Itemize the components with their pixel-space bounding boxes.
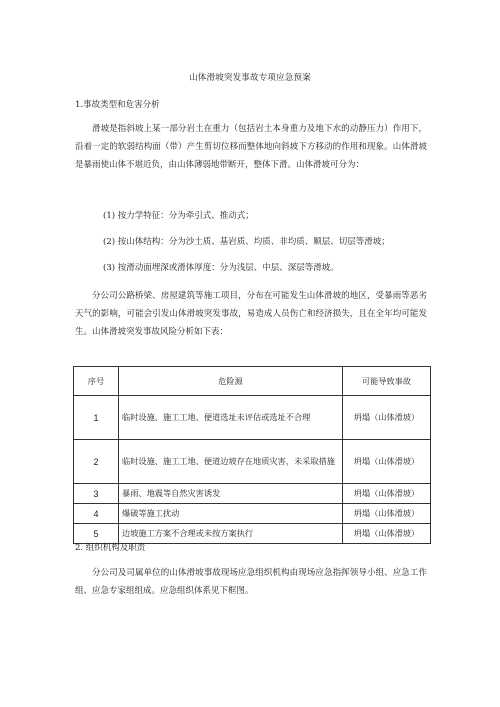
- document-title: 山体滑坡突发事故专项应急预案: [189, 73, 311, 83]
- row-hazard: 临时设施、施工工地、便道边坡存在地质灾害，未采取措施: [119, 440, 343, 484]
- row-result: 坍塌（山体滑坡）: [343, 504, 431, 524]
- intro-paragraph: 滑坡是指斜坡上某一部分岩土在重力（包括岩土本身重力及地下水的动静压力）作用下，沿着一定的软弱结构面（带）产生剪切位移而整体地向斜坡下方移动的作用和现象。山体滑坡是暴雨使山体不堪近负，由山体薄弱地带断开，整体下滑。山体滑坡可分为：: [75, 124, 427, 170]
- classification-item-1: (1) 按力学特征：分为牵引式、推动式；: [103, 211, 254, 221]
- risk-paragraph: 分公司公路桥梁、房屋建筑等施工项目，分布在可能发生山体滑坡的地区，受暴雨等恶劣天气的影响，可能会引发山体滑坡突发事故，易造成人员伤亡和经济损失，且在全年均可能发生。山体滑坡突发事故风险分析如下表：: [75, 291, 427, 337]
- row-result: 坍塌（山体滑坡）: [343, 484, 431, 504]
- header-possible-accident: 可能导致事故: [343, 367, 431, 396]
- row-number: 1: [74, 396, 119, 440]
- row-hazard: 临时设施、施工工地、便道选址未评估或选址不合理: [119, 396, 343, 440]
- table-row: [74, 484, 431, 504]
- classification-item-3: (3) 按滑动面埋深或滑体厚度：分为浅层、中层、深层等滑坡。: [103, 263, 339, 273]
- row-number: 4: [74, 504, 119, 524]
- table-row: [74, 396, 431, 440]
- classification-item-2: (2) 按山体结构：分为沙土质、基岩质、均质、非均质、顺层、切层等滑坡；: [103, 237, 390, 247]
- row-hazard: 边坡施工方案不合理或未按方案执行: [119, 524, 343, 544]
- header-number: 序号: [74, 367, 119, 396]
- section-2-heading: 2. 组织机构及职责: [75, 543, 146, 553]
- organization-paragraph: 分公司及司属单位的山体滑坡事故现场应急组织机构由现场应急指挥领导小组、应急工作组、应急专家组组成。应急组织体系见下框图。: [75, 568, 427, 596]
- row-number: 5: [74, 524, 119, 544]
- row-result: 坍塌（山体滑坡）: [343, 440, 431, 484]
- row-hazard: 爆破等施工扰动: [119, 504, 343, 524]
- row-result: 坍塌（山体滑坡）: [343, 396, 431, 440]
- header-hazard: 危险源: [119, 367, 343, 396]
- row-number: 2: [74, 440, 119, 484]
- table-row: [74, 504, 431, 524]
- row-hazard: 暴雨、地震等自然灾害诱发: [119, 484, 343, 504]
- row-number: 3: [74, 484, 119, 504]
- risk-analysis-table: [73, 366, 431, 544]
- row-result: 坍塌（山体滑坡）: [343, 524, 431, 544]
- table-row: [74, 440, 431, 484]
- table-header-row: [74, 367, 431, 396]
- section-1-heading: 1.事故类型和危害分析: [75, 100, 160, 110]
